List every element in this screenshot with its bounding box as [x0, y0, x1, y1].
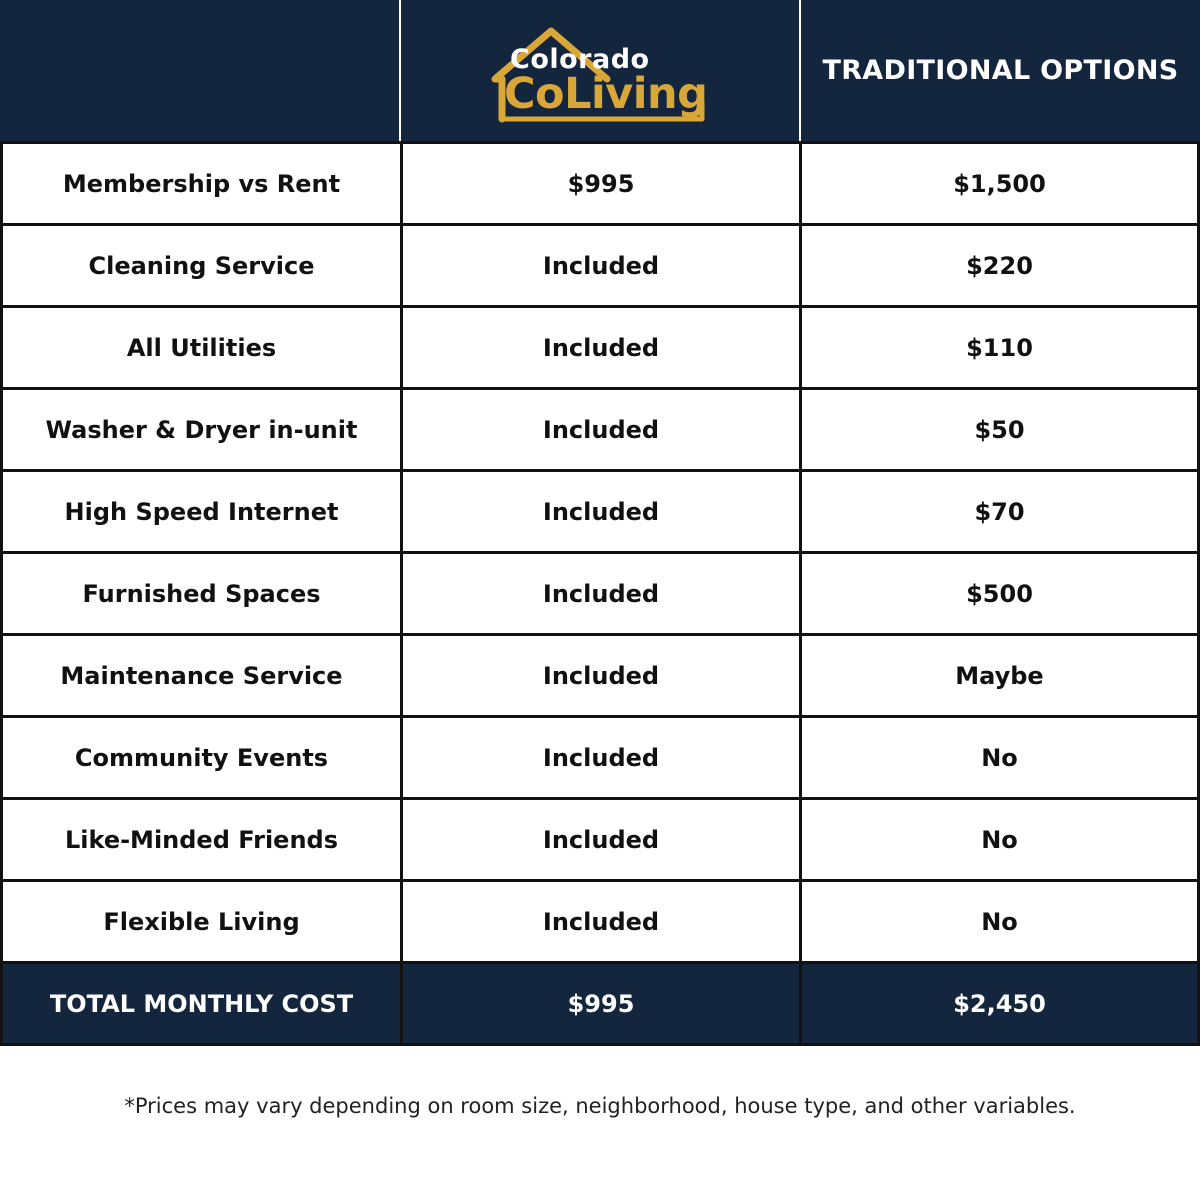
feature-cell: Furnished Spaces — [82, 579, 321, 608]
logo-text-colorado: Colorado — [510, 43, 650, 75]
total-row — [3, 961, 1197, 1043]
feature-cell: Cleaning Service — [88, 251, 315, 280]
header-empty-cell — [0, 0, 399, 141]
coliving-value-cell: Included — [400, 390, 799, 469]
coliving-value-cell: Included — [400, 472, 799, 551]
traditional-value-cell: Maybe — [799, 636, 1197, 715]
table-row — [3, 715, 1197, 797]
feature-cell: Flexible Living — [103, 907, 300, 936]
traditional-value-cell: $220 — [799, 226, 1197, 305]
table-row — [3, 879, 1197, 961]
header-traditional-cell: TRADITIONAL OPTIONS — [822, 55, 1179, 86]
feature-cell: Membership vs Rent — [62, 169, 341, 198]
total-label-cell: TOTAL MONTHLY COST — [49, 989, 354, 1018]
coliving-value-cell: Included — [400, 554, 799, 633]
logo-text-coliving: CoLiving — [504, 68, 708, 119]
table-row — [3, 305, 1197, 387]
table-row — [3, 141, 1197, 223]
traditional-value-cell: $1,500 — [799, 144, 1197, 223]
table-row — [3, 223, 1197, 305]
traditional-value-cell: No — [799, 882, 1197, 961]
coliving-value-cell: Included — [400, 718, 799, 797]
table-row — [3, 633, 1197, 715]
table-row — [3, 469, 1197, 551]
coliving-value-cell: $995 — [400, 144, 799, 223]
price-footnote: *Prices may vary depending on room size, neighborhood, house type, and other variables. — [124, 1094, 1076, 1118]
traditional-value-cell: No — [799, 718, 1197, 797]
coliving-value-cell: Included — [400, 800, 799, 879]
table-row — [3, 387, 1197, 469]
feature-cell: Like-Minded Friends — [64, 825, 338, 854]
feature-cell: Community Events — [74, 743, 329, 772]
traditional-value-cell: No — [799, 800, 1197, 879]
coliving-value-cell: Included — [400, 882, 799, 961]
feature-cell: All Utilities — [126, 333, 277, 362]
table-row — [3, 551, 1197, 633]
table-row — [3, 797, 1197, 879]
traditional-value-cell: $110 — [799, 308, 1197, 387]
table-body — [0, 141, 1200, 1046]
colorado-coliving-logo — [480, 11, 720, 131]
coliving-value-cell: Included — [400, 226, 799, 305]
header-coliving-cell — [399, 0, 801, 141]
traditional-value-cell: $70 — [799, 472, 1197, 551]
feature-cell: High Speed Internet — [64, 497, 339, 526]
traditional-value-cell: $50 — [799, 390, 1197, 469]
table-header — [0, 0, 1200, 141]
total-traditional-cell: $2,450 — [799, 964, 1197, 1043]
total-coliving-cell: $995 — [400, 964, 799, 1043]
coliving-value-cell: Included — [400, 636, 799, 715]
feature-cell: Washer & Dryer in-unit — [45, 415, 358, 444]
coliving-value-cell: Included — [400, 308, 799, 387]
traditional-value-cell: $500 — [799, 554, 1197, 633]
feature-cell: Maintenance Service — [60, 661, 343, 690]
